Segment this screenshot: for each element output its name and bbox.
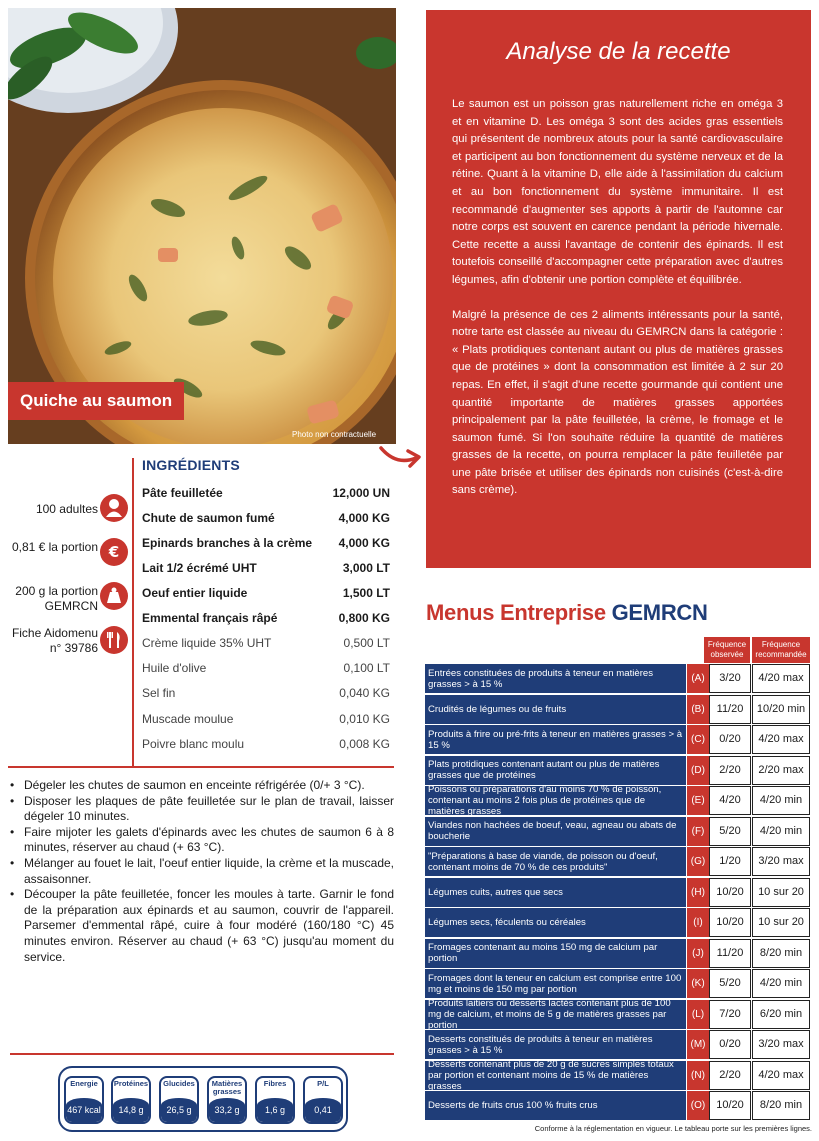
menu-row-recommended: 3/20 max xyxy=(752,847,810,876)
menu-row-label: Légumes cuits, autres que secs xyxy=(425,878,686,907)
recipe-photo xyxy=(8,8,396,444)
ingredient-qty: 0,100 LT xyxy=(343,660,390,675)
ingredient-name: Emmental français râpé xyxy=(142,610,278,625)
nutrition-label: Glucides xyxy=(163,1079,195,1088)
menu-row-observed: 1/20 xyxy=(709,847,751,876)
ingredient-name: Chute de saumon fumé xyxy=(142,510,275,525)
euro-icon xyxy=(100,538,128,566)
menu-row-observed: 10/20 xyxy=(709,878,751,907)
menu-row-code: (M) xyxy=(687,1030,709,1059)
ingredient-row xyxy=(142,605,390,630)
menu-row-recommended: 4/20 min xyxy=(752,817,810,846)
menu-row-recommended: 3/20 max xyxy=(752,1030,810,1059)
menu-row-label: Plats protidiques contenant autant ou plus de matières grasses que de protéines xyxy=(425,756,686,785)
menus-title-blue: GEMRCN xyxy=(611,600,708,625)
menu-row-label: Desserts contenant plus de 20 g de sucres simples totaux par portion et contenant moins de 15 % de matières grasses xyxy=(425,1061,686,1090)
nutrition-value: 26,5 g xyxy=(161,1098,197,1122)
ingredient-qty: 0,040 KG xyxy=(339,685,390,700)
ingredients-divider xyxy=(132,458,134,766)
ingredient-qty: 12,000 UN xyxy=(332,485,390,500)
menu-row-code: (J) xyxy=(687,939,709,968)
cutlery-icon xyxy=(100,626,128,654)
menu-row-recommended: 10 sur 20 xyxy=(752,878,810,907)
ingredient-qty: 0,500 LT xyxy=(343,635,390,650)
step-item: • Disposer les plaques de pâte feuilletée sur le plan de travail, laisser dégeler 10 minutes. xyxy=(10,794,394,825)
svg-text:€: € xyxy=(108,543,120,561)
menu-row-code: (E) xyxy=(687,786,709,815)
analysis-title: Analyse de la recette xyxy=(506,38,731,65)
nutrition-fibers xyxy=(255,1076,295,1124)
menu-row-recommended: 4/20 max xyxy=(752,664,810,693)
menu-row-observed: 0/20 xyxy=(709,725,751,754)
menu-row-observed: 5/20 xyxy=(709,817,751,846)
menu-row-observed: 10/20 xyxy=(709,908,751,937)
menu-row-observed: 2/20 xyxy=(709,756,751,785)
menus-title-red: Menus Entreprise xyxy=(426,600,606,625)
menu-row-code: (K) xyxy=(687,969,709,998)
aidomenu-info: Fiche Aidomenu n° 39786 xyxy=(11,626,98,655)
menu-row-recommended: 8/20 min xyxy=(752,939,810,968)
menu-row-recommended: 6/20 min xyxy=(752,1000,810,1029)
price-info: 0,81 € la portion xyxy=(11,540,98,554)
ingredient-name: Muscade moulue xyxy=(142,711,234,726)
menu-row-recommended: 4/20 max xyxy=(752,725,810,754)
quiche-illustration xyxy=(8,8,396,444)
analysis-body xyxy=(452,96,783,517)
menu-row-code: (N) xyxy=(687,1061,709,1090)
menu-row-label: Produits laitiers ou desserts lactés contenant plus de 100 mg de calcium, et moins de 5 g de matières grasses par portion xyxy=(425,1000,686,1029)
menu-row-recommended: 4/20 min xyxy=(752,786,810,815)
ingredient-qty: 0,010 KG xyxy=(339,711,390,726)
ingredient-row xyxy=(142,655,390,680)
menu-row-recommended: 10 sur 20 xyxy=(752,908,810,937)
nutrition-value: 467 kcal xyxy=(66,1098,102,1122)
ingredient-row xyxy=(142,731,390,756)
menu-row-observed: 2/20 xyxy=(709,1061,751,1090)
menu-row-code: (F) xyxy=(687,817,709,846)
menu-row-label: Desserts de fruits crus 100 % fruits crus xyxy=(425,1091,686,1120)
nutrition-energy xyxy=(64,1076,104,1124)
ingredient-row xyxy=(142,706,390,731)
ingredient-row xyxy=(142,530,390,555)
ingredient-row xyxy=(142,680,390,705)
analysis-paragraph: Malgré la présence de ces 2 aliments intéressants pour la santé, notre tarte est classée au niveau du GEMRCN dans la catégorie : « Plats protidiques contenant autant ou plus de matières grasses que de protéines » dont la consommation est limitée à 2 sur 20 repas. En effet, il s'agit d'une recette gourmande qui contient une quantité importante de matières grasses apportées principalement par la pâte feuilletée, la crème, le fromage et le saumon fumé. Si l'on souhaite réduire la quantité de matières grasses de la recette, on pourra remplacer la pâte feuilletée par une pâte brisée et utiliser des épinards non cuisinés (c'est-à-dire sans crème). xyxy=(452,308,783,497)
menu-row-code: (G) xyxy=(687,847,709,876)
nutrition-value: 33,2 g xyxy=(209,1098,245,1122)
menu-row-label: Desserts constitués de produits à teneur en matières grasses > à 15 % xyxy=(425,1030,686,1059)
menu-row-recommended: 10/20 min xyxy=(752,695,810,724)
ingredient-row xyxy=(142,630,390,655)
menu-row-label: Fromages dont la teneur en calcium est comprise entre 100 mg et moins de 150 mg par portion xyxy=(425,969,686,998)
menu-row-recommended: 2/20 max xyxy=(752,756,810,785)
ingredients-bottom-divider xyxy=(8,766,394,768)
ingredient-qty: 3,000 LT xyxy=(342,560,390,575)
menu-row-recommended: 4/20 max xyxy=(752,1061,810,1090)
menu-row-code: (A) xyxy=(687,664,709,693)
ingredient-row xyxy=(142,505,390,530)
servings-info: 100 adultes xyxy=(35,502,98,516)
menu-row-recommended: 4/20 min xyxy=(752,969,810,998)
nutrition-label: Matières grasses xyxy=(211,1079,243,1096)
ingredient-name: Crème liquide 35% UHT xyxy=(142,635,272,650)
step-item: • Découper la pâte feuilletée, foncer les moules à tarte. Garnir le fond de la préparation aux épinards et au saumon, couvrir de l'appareil. Parsemer d'emmental râpé, cuire à four modéré (160/180 °C) 45 minutes environ. Réserver au chaud (+ 63 °C) jusqu'au moment du service. xyxy=(10,887,394,965)
menu-row-code: (B) xyxy=(687,695,709,724)
menu-row-code: (C) xyxy=(687,725,709,754)
header-recommended: Fréquence recommandée xyxy=(752,637,810,663)
nutrition-label: Fibres xyxy=(263,1079,287,1088)
menu-row-observed: 7/20 xyxy=(709,1000,751,1029)
nutrition-value: 1,6 g xyxy=(257,1098,293,1122)
step-item: • Faire mijoter les galets d'épinards avec les chutes de saumon 6 à 8 minutes, réserver au chaud (+ 63 °C). xyxy=(10,825,394,856)
nutrition-value: 14,8 g xyxy=(113,1098,149,1122)
menu-row-observed: 11/20 xyxy=(709,695,751,724)
ingredient-name: Pâte feuilletée xyxy=(142,485,223,500)
ingredient-row xyxy=(142,555,390,580)
menu-row-label: Fromages contenant au moins 150 mg de calcium par portion xyxy=(425,939,686,968)
nutrition-pl-ratio xyxy=(303,1076,343,1124)
ingredient-qty: 1,500 LT xyxy=(342,585,390,600)
menu-row-code: (D) xyxy=(687,756,709,785)
menu-row-observed: 10/20 xyxy=(709,1091,751,1120)
menus-note: Conforme à la réglementation en vigueur. Le tableau porte sur les premières lignes. xyxy=(534,1124,812,1133)
ingredient-name: Epinards branches à la crème xyxy=(142,535,313,550)
menu-row-label: Viandes non hachées de boeuf, veau, agneau ou abats de boucherie xyxy=(425,817,686,846)
preparation-steps xyxy=(10,778,394,965)
menu-row-label: Entrées constituées de produits à teneur en matières grasses > à 15 % xyxy=(425,664,686,693)
ingredient-qty: 4,000 KG xyxy=(338,535,390,550)
nutrition-fat xyxy=(207,1076,247,1124)
photo-credit: Photo non contractuelle xyxy=(292,430,377,439)
ingredient-name: Huile d'olive xyxy=(142,660,207,675)
recipe-title: Quiche au saumon xyxy=(8,382,184,420)
nutrition-value: 0,41 xyxy=(305,1098,341,1122)
person-icon xyxy=(100,494,128,522)
analysis-paragraph: Le saumon est un poisson gras naturellement riche en oméga 3 et en vitamine D. Les oméga 3 sont des acides gras essentiels qui présentent de nombreux atouts pour la santé cardiovasculaire et participent au bon fonctionnement du système nerveux et de la rétine. Quant à la vitamine D, elle aide à l'assimilation du calcium et au bon fonctionnement du système immunitaire. Il est recommandé d'augmenter ses apports à partir de l'automne car notre corps est souvent en carence pendant la période hivernale. Cette recette a aussi l'avantage de contenir des épinards. Il est toutefois conseillé d'accompagner cette préparation avec d'autres légumes, afin d'obtenir une portion complète et équilibrée. xyxy=(452,98,783,286)
ingredient-qty: 0,800 KG xyxy=(338,610,390,625)
header-observed: Fréquence observée xyxy=(704,637,750,663)
menu-row-observed: 5/20 xyxy=(709,969,751,998)
nutrition-divider xyxy=(10,1053,394,1055)
menu-row-label: Légumes secs, féculents ou céréales xyxy=(425,908,686,937)
menu-row-observed: 4/20 xyxy=(709,786,751,815)
nutrition-label: Energie xyxy=(70,1079,98,1088)
menu-row-label: Crudités de légumes ou de fruits xyxy=(425,695,686,724)
menu-row-code: (O) xyxy=(687,1091,709,1120)
arrow-icon xyxy=(378,442,424,472)
ingredient-name: Poivre blanc moulu xyxy=(142,736,245,751)
portion-info: 200 g la portion GEMRCN xyxy=(15,584,98,613)
menu-row-observed: 11/20 xyxy=(709,939,751,968)
nutrition-label: Protéines xyxy=(113,1079,149,1088)
ingredient-qty: 4,000 KG xyxy=(338,510,390,525)
menu-row-label: "Préparations à base de viande, de poisson ou d'oeuf, contenant moins de 70 % de ces produits" xyxy=(425,847,686,876)
step-item: • Mélanger au fouet le lait, l'oeuf entier liquide, la crème et la muscade, assaisonner. xyxy=(10,856,394,887)
menu-row-observed: 3/20 xyxy=(709,664,751,693)
ingredient-row xyxy=(142,480,390,505)
ingredient-name: Sel fin xyxy=(142,685,176,700)
menu-row-code: (I) xyxy=(687,908,709,937)
nutrition-proteins xyxy=(111,1076,151,1124)
ingredients-title: INGRÉDIENTS xyxy=(142,457,240,473)
scale-icon xyxy=(100,582,128,610)
nutrition-label: P/L xyxy=(317,1079,329,1088)
analysis-panel xyxy=(426,10,811,568)
menu-row-label: Poissons ou préparations d'au moins 70 % de poisson, contenant au moins 2 fois plus de protéines que de matières grasses xyxy=(425,786,686,815)
menu-row-code: (L) xyxy=(687,1000,709,1029)
ingredient-name: Oeuf entier liquide xyxy=(142,585,248,600)
nutrition-carbs xyxy=(159,1076,199,1124)
ingredient-qty: 0,008 KG xyxy=(339,736,390,751)
menu-row-observed: 0/20 xyxy=(709,1030,751,1059)
menu-row-label: Produits à frire ou pré-frits à teneur en matières grasses > à 15 % xyxy=(425,725,686,754)
menu-row-code: (H) xyxy=(687,878,709,907)
menus-title xyxy=(426,600,708,626)
ingredient-name: Lait 1/2 écrémé UHT xyxy=(142,560,257,575)
menu-row-recommended: 8/20 min xyxy=(752,1091,810,1120)
step-item: • Dégeler les chutes de saumon en enceinte réfrigérée (0/+ 3 °C). xyxy=(10,778,394,794)
ingredient-row xyxy=(142,580,390,605)
